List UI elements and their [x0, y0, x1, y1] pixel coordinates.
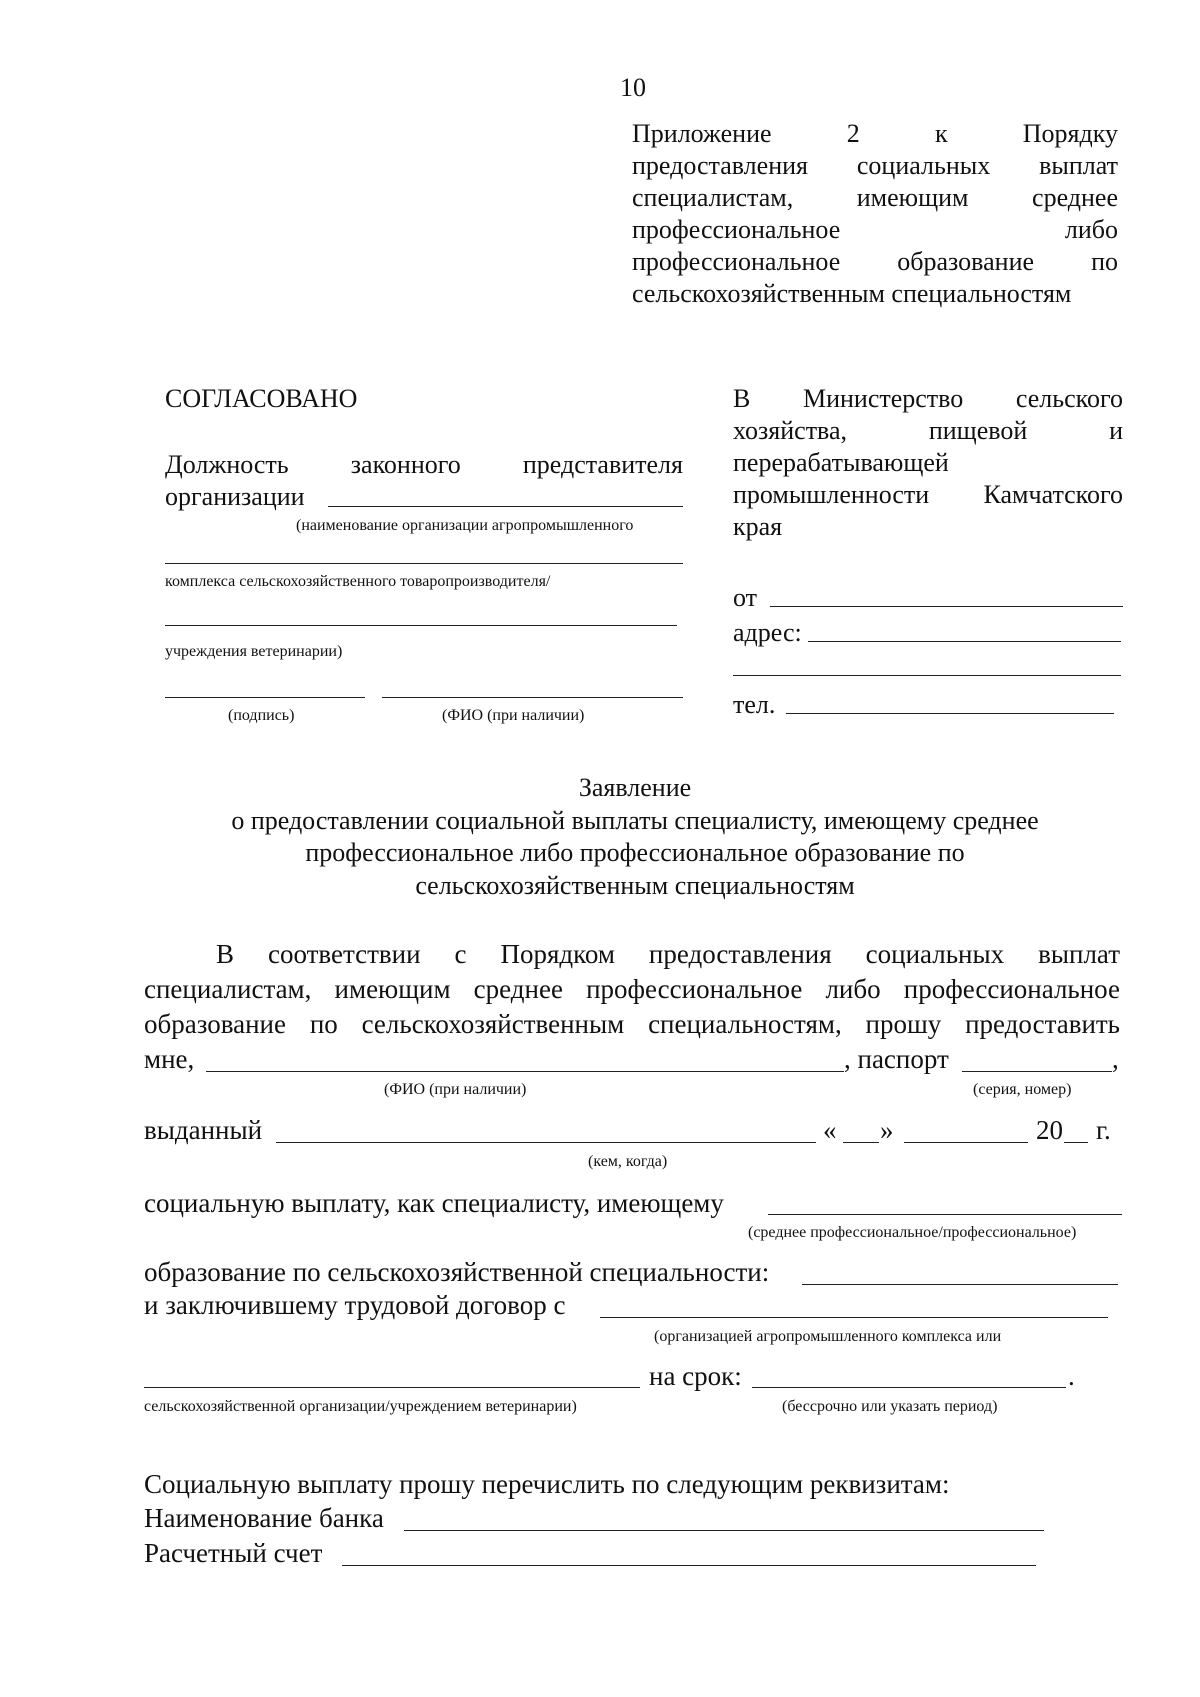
- note-approver-fio: (ФИО (при наличии): [442, 707, 585, 724]
- organization-field-line-3[interactable]: [165, 625, 677, 626]
- approver-fio-line[interactable]: [382, 697, 683, 698]
- employer-field-line-2[interactable]: [144, 1387, 640, 1388]
- bank-intro: Социальную выплату прошу перечислить по следующим реквизитам:: [144, 1469, 950, 1499]
- term-period-end: .: [1068, 1361, 1075, 1391]
- education-level-line[interactable]: [768, 1214, 1122, 1215]
- account-label: Расчетный счет: [144, 1538, 323, 1568]
- appendix-line: предоставления социальных выплат: [632, 151, 1118, 180]
- bank-name-line[interactable]: [404, 1530, 1044, 1531]
- position-label: Должность законного представителя: [165, 450, 683, 479]
- phone-label: тел.: [733, 690, 776, 719]
- note-education: (среднее профессиональное/профессиональное): [748, 1224, 1077, 1241]
- contract-label: и заключившему трудовой договор с: [144, 1290, 566, 1320]
- appendix-line: профессиональное либо: [632, 215, 1118, 244]
- note-period: (бессрочно или указать период): [782, 1398, 998, 1415]
- addressee-line: промышленности Камчатского: [733, 480, 1123, 509]
- passport-label: , паспорт: [844, 1044, 949, 1074]
- payment-label: социальную выплату, как специалисту, имеющему: [144, 1188, 724, 1218]
- quote-close: »: [880, 1115, 894, 1145]
- note-passport-series: (серия, номер): [973, 1081, 1072, 1098]
- title-line: сельскохозяйственным специальностям: [415, 871, 855, 900]
- body-line: образование по сельскохозяйственным специальностям, прошу предоставить: [144, 1009, 1120, 1039]
- document-title: Заявление: [578, 773, 692, 802]
- year-prefix: 20: [1036, 1115, 1063, 1145]
- specialty-field-line[interactable]: [802, 1284, 1118, 1285]
- issue-day-line[interactable]: [843, 1142, 879, 1143]
- organization-field-line-2[interactable]: [165, 563, 683, 564]
- appendix-line: специалистам, имеющим среднее: [632, 183, 1118, 212]
- appendix-line: профессиональное образование по: [632, 247, 1118, 276]
- note-applicant-fio: (ФИО (при наличии): [384, 1081, 527, 1098]
- note-veterinary: учреждения ветеринарии): [165, 643, 343, 660]
- appendix-block: [632, 118, 1118, 310]
- account-line[interactable]: [342, 1565, 1036, 1566]
- phone-field-line[interactable]: [786, 713, 1114, 714]
- title-line: о предоставлении социальной выплаты специалисту, имеющему среднее: [231, 806, 1039, 835]
- addressee-line: В Министерство сельского: [733, 384, 1123, 413]
- page-number: 10: [620, 73, 646, 102]
- note-signature: (подпись): [228, 707, 295, 724]
- specialty-label: образование по сельскохозяйственной специальности:: [144, 1257, 770, 1287]
- addressee-line: хозяйства, пищевой и: [733, 416, 1123, 445]
- note-employer: (организацией агропромышленного комплекса или: [654, 1328, 1002, 1345]
- addressee-block: [733, 383, 1123, 543]
- body-line: специалистам, имеющим среднее профессиональное либо профессиональное: [144, 974, 1120, 1004]
- issued-by-line[interactable]: [276, 1142, 816, 1143]
- employer-field-line[interactable]: [600, 1317, 1108, 1318]
- bank-name-label: Наименование банка: [144, 1503, 384, 1533]
- appendix-line: сельскохозяйственным специальностям: [632, 279, 1072, 308]
- note-issued: (кем, когда): [588, 1153, 668, 1170]
- address-field-line-2[interactable]: [733, 675, 1121, 676]
- body-line: В соответствии с Порядком предоставления социальных выплат: [216, 939, 1120, 969]
- organization-field-line[interactable]: [328, 506, 683, 507]
- issue-month-line[interactable]: [904, 1142, 1028, 1143]
- note-employer-2: сельскохозяйственной организации/учреждением ветеринарии): [144, 1398, 577, 1415]
- issue-year-line[interactable]: [1064, 1142, 1088, 1143]
- from-field-line[interactable]: [770, 606, 1123, 607]
- title-line: профессиональное либо профессиональное образование по: [305, 838, 965, 867]
- passport-field-line[interactable]: [962, 1071, 1112, 1072]
- addressee-line: перерабатывающей: [733, 448, 949, 477]
- applicant-fio-line[interactable]: [206, 1071, 844, 1072]
- from-label: от: [733, 583, 758, 612]
- address-label: адрес:: [733, 618, 802, 647]
- note-organization-name: (наименование организации агропромышленного: [296, 517, 634, 534]
- issued-label: выданный: [144, 1115, 263, 1145]
- signature-line[interactable]: [165, 697, 365, 698]
- passport-comma: ,: [1112, 1044, 1119, 1074]
- me-label: мне,: [144, 1044, 195, 1074]
- note-complex: комплекса сельскохозяйственного товаропроизводителя/: [165, 573, 551, 590]
- quote-open: «: [823, 1115, 837, 1145]
- term-field-line[interactable]: [752, 1387, 1066, 1388]
- year-suffix: г.: [1096, 1115, 1111, 1145]
- term-label: на срок:: [649, 1361, 742, 1391]
- address-field-line[interactable]: [808, 641, 1121, 642]
- addressee-line: края: [733, 512, 783, 541]
- organization-label: организации: [165, 482, 305, 511]
- appendix-line: Приложение 2 к Порядку: [632, 119, 1118, 148]
- approval-heading: СОГЛАСОВАНО: [165, 384, 358, 413]
